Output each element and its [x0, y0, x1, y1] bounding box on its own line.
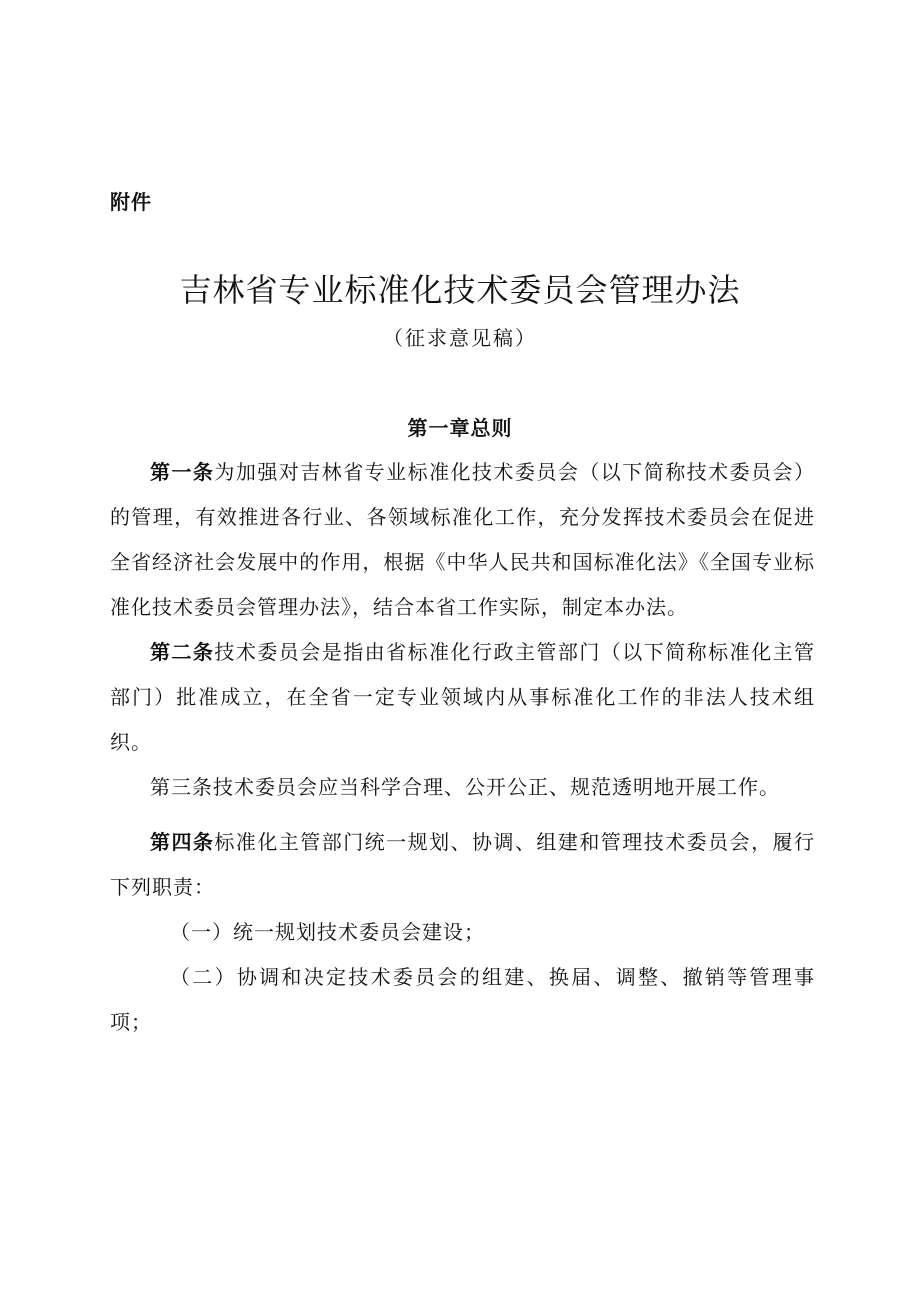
article-2 [110, 630, 815, 765]
article-number: 第一条 [150, 460, 215, 484]
article-3 [110, 765, 815, 810]
article-number: 第三条 [150, 775, 213, 799]
article-1 [110, 450, 815, 630]
chapter-heading: 第一章总则 [407, 416, 513, 440]
document-title: 吉林省专业标准化技术委员会管理办法 [179, 271, 741, 309]
article-4 [110, 820, 815, 910]
attachment-label: 附件 [110, 190, 152, 214]
list-item: （一）统一规划技术委员会建设； [170, 920, 485, 944]
article-text: 技术委员会是指由省标准化行政主管部门（以下简称标准化主管部门）批准成立，在全省一定专业领域内从事标准化工作的非法人技术组织。 [110, 640, 816, 754]
article-number: 第二条 [150, 640, 215, 664]
article-text: 为加强对吉林省专业标准化技术委员会（以下简称技术委员会）的管理，有效推进各行业、各领域标准化工作，充分发挥技术委员会在促进全省经济社会发展中的作用，根据《中华人民共和国标准化法》《全国专业标准化技术委员会管理办法》，结合本省工作实际，制定本办法。 [110, 460, 816, 619]
list-item: （二）协调和决定技术委员会的组建、换届、调整、撤销等管理事项； [110, 965, 815, 1034]
document-subtitle: （征求意见稿） [383, 326, 537, 350]
article-number: 第四条 [150, 830, 215, 854]
article-text: 标准化主管部门统一规划、协调、组建和管理技术委员会，履行下列职责： [110, 830, 816, 899]
article-text: 技术委员会应当科学合理、公开公正、规范透明地开展工作。 [213, 775, 780, 799]
document-body [110, 450, 815, 1045]
